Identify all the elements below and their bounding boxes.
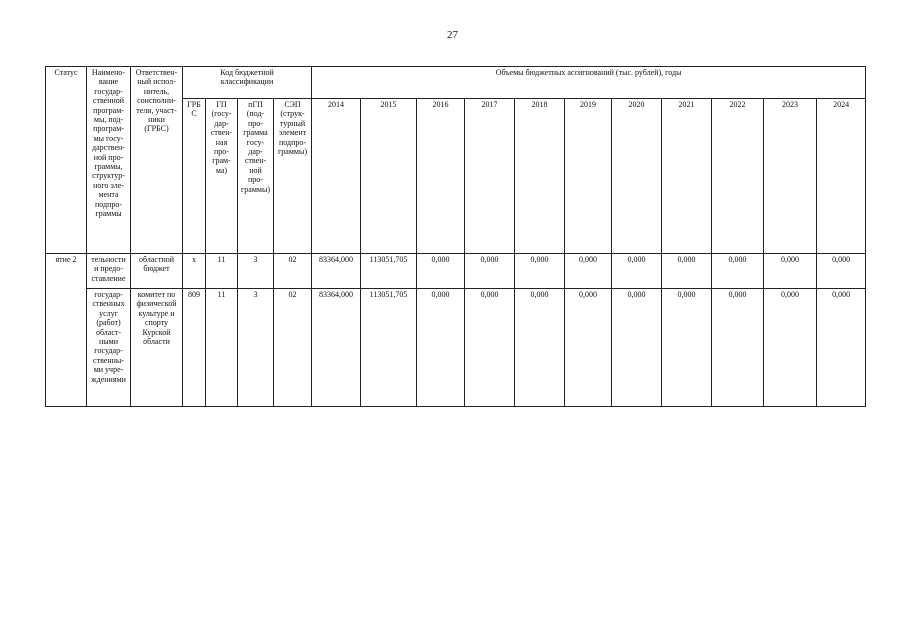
header-year: 2020: [612, 99, 662, 254]
row-name-top: тельности и предо- ставление: [87, 254, 131, 289]
header-status: Статус: [46, 67, 87, 254]
budget-allocation-table: [45, 66, 866, 407]
row-pgp: 3: [238, 289, 274, 407]
header-year: 2015: [361, 99, 417, 254]
header-sep: СЭП (струк- турный элемент подпро- граммы): [274, 99, 312, 254]
row-value: 0,000: [515, 289, 565, 407]
row-grbs: 809: [183, 289, 206, 407]
header-year: 2023: [764, 99, 817, 254]
header-pgp: пГП (под- про- грамма госу- дар- ствен- ной про- граммы): [238, 99, 274, 254]
row-gp: 11: [206, 254, 238, 289]
header-year: 2024: [817, 99, 866, 254]
header-year: 2018: [515, 99, 565, 254]
header-year: 2021: [662, 99, 712, 254]
row-value: 83364,000: [312, 254, 361, 289]
row-sep: 02: [274, 254, 312, 289]
header-budget-volumes: Объемы бюджетных ассигнований (тыс. рублей), годы: [312, 67, 866, 99]
header-budget-code: Код бюджетной классификации: [183, 67, 312, 99]
header-year: 2019: [565, 99, 612, 254]
row-value: 0,000: [612, 254, 662, 289]
table-row: [46, 254, 866, 289]
row-value: 0,000: [465, 289, 515, 407]
header-year: 2014: [312, 99, 361, 254]
row-value: 0,000: [417, 289, 465, 407]
row-executor: областной бюджет: [131, 254, 183, 289]
row-value: 0,000: [565, 289, 612, 407]
table-row: [46, 289, 866, 407]
row-sep: 02: [274, 289, 312, 407]
row-executor: комитет по физической культуре и спорту Курской области: [131, 289, 183, 407]
row-value: 0,000: [764, 254, 817, 289]
row-value: 0,000: [515, 254, 565, 289]
row-pgp: 3: [238, 254, 274, 289]
row-gp: 11: [206, 289, 238, 407]
header-year: 2016: [417, 99, 465, 254]
row-value: 113051,705: [361, 254, 417, 289]
row-grbs: х: [183, 254, 206, 289]
row-value: 83364,000: [312, 289, 361, 407]
header-year: 2022: [712, 99, 764, 254]
row-value: 0,000: [817, 254, 866, 289]
header-grbs: ГРБ С: [183, 99, 206, 254]
row-value: 0,000: [417, 254, 465, 289]
row-status: ятие 2: [46, 254, 87, 407]
header-executor: Ответствен- ный испол- нитель, соисполни- тели, участ- ники (ГРБС): [131, 67, 183, 254]
header-name: Наимено- вание государ- ственной програм- мы, под- програм- мы госу- дарствен- ной про- граммы, структур- ного эле- мента подпро- граммы: [87, 67, 131, 254]
row-value: 0,000: [662, 254, 712, 289]
page-number: 27: [447, 29, 458, 41]
row-value: 0,000: [712, 254, 764, 289]
row-value: 0,000: [817, 289, 866, 407]
row-value: 0,000: [712, 289, 764, 407]
row-value: 0,000: [612, 289, 662, 407]
row-name-bottom: государ- ственных услуг (работ) област- ными государ- ственны- ми учре- ждениями: [87, 289, 131, 407]
row-value: 0,000: [565, 254, 612, 289]
header-year: 2017: [465, 99, 515, 254]
row-value: 0,000: [662, 289, 712, 407]
row-value: 0,000: [465, 254, 515, 289]
row-value: 113051,705: [361, 289, 417, 407]
header-gp: ГП (госу- дар- ствен- ная про- грам- ма): [206, 99, 238, 254]
row-value: 0,000: [764, 289, 817, 407]
